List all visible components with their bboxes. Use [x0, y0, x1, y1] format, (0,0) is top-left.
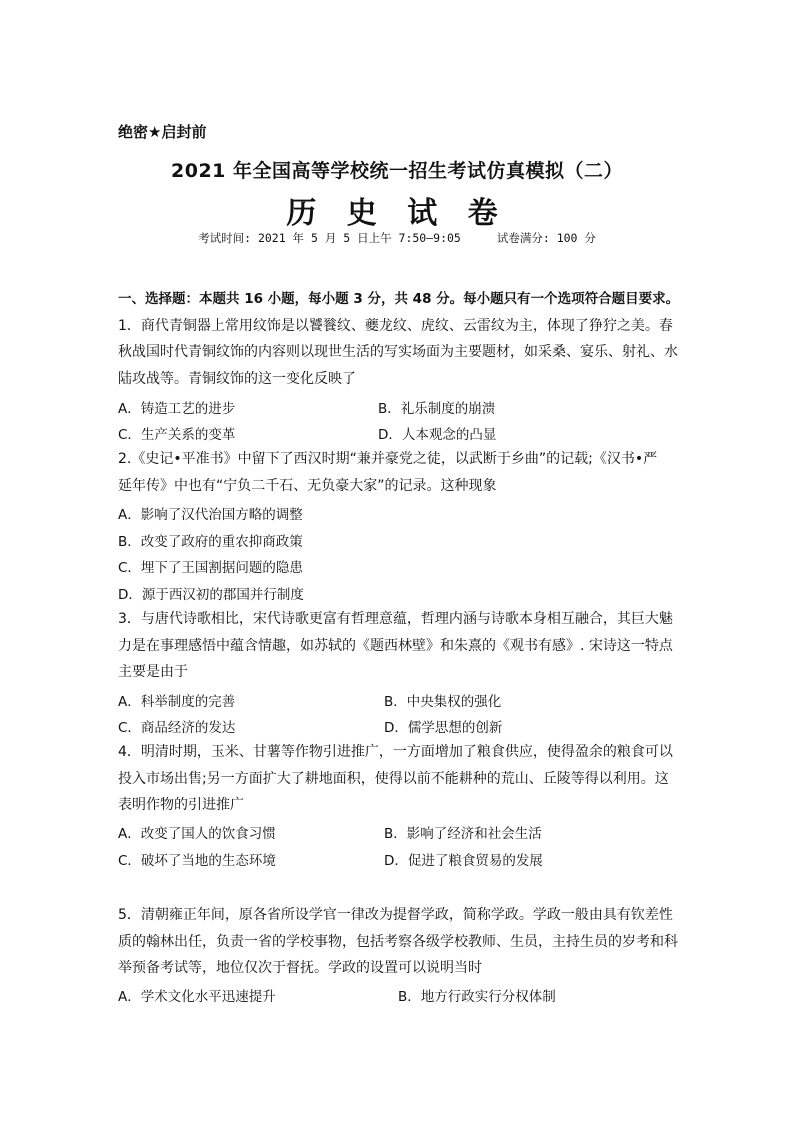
question-3-option-c: C．商品经济的发达 [118, 720, 236, 736]
question-3-option-d: D．儒学思想的创新 [384, 720, 503, 736]
question-2-option-a: A．影响了汉代治国方略的调整 [118, 507, 303, 523]
question-4-option-b: B．影响了经济和社会生活 [384, 826, 542, 842]
question-4-line-2: 投入市场出售;另一方面扩大了耕地面积，使得以前不能耕种的荒山、丘陵等得以利用。这 [118, 771, 669, 787]
question-5-option-b: B．地方行政实行分权体制 [398, 989, 556, 1005]
exam-title: 2021 年全国高等学校统一招生考试仿真模拟（二） [171, 160, 623, 182]
question-3-line-3: 主要是由于 [118, 664, 188, 680]
secret-mark: 绝密★启封前 [118, 123, 207, 141]
question-3-line-1: 3．与唐代诗歌相比，宋代诗歌更富有哲理意蕴，哲理内涵与诗歌本身相互融合，其巨大魅 [118, 611, 673, 627]
question-1-line-3: 陆攻战等。青铜纹饰的这一变化反映了 [118, 371, 356, 387]
question-3-option-b: B．中央集权的强化 [384, 694, 502, 710]
question-1-line-2: 秋战国时代青铜纹饰的内容则以现世生活的写实场面为主要题材，如采桑、宴乐、射礼、水 [118, 344, 678, 360]
exam-time: 考试时间: 2021 年 5 月 5 日上午 7:50—9:05 [198, 231, 461, 245]
question-2-line-1: 2.《史记•平准书》中留下了西汉时期“兼并豪党之徒，以武断于乡曲”的记载;《汉书•严 [118, 451, 658, 467]
question-1-option-b: B．礼乐制度的崩溃 [378, 401, 496, 417]
question-4-line-1: 4．明清时期，玉米、甘薯等作物引进推广，一方面增加了粮食供应，使得盈余的粮食可以 [118, 744, 673, 760]
subject-title: 历 史 试 卷 [286, 196, 508, 231]
section-heading: 一、选择题：本题共 16 小题，每小题 3 分，共 48 分。每小题只有一个选项符合题目要求。 [118, 291, 680, 307]
question-2-option-c: C．埋下了王国割据问题的隐患 [118, 560, 303, 576]
question-1-option-d: D．人本观念的凸显 [378, 427, 497, 443]
question-4-option-a: A．改变了国人的饮食习惯 [118, 826, 276, 842]
question-3-line-2: 力是在事理感悟中蕴含情趣，如苏轼的《题西林壁》和朱熹的《观书有感》. 宋诗这一特点 [118, 638, 673, 654]
question-4-option-c: C．破坏了当地的生态环境 [118, 853, 276, 869]
question-1-line-1: 1．商代青铜器上常用纹饰是以饕餮纹、夔龙纹、虎纹、云雷纹为主，体现了狰狞之美。春 [118, 318, 673, 334]
question-1-option-a: A．铸造工艺的进步 [118, 401, 236, 417]
question-2-line-2: 延年传》中也有“宁负二千石、无负豪大家”的记录。这种现象 [118, 478, 497, 494]
question-5-line-3: 举预备考试等，地位仅次于督抚。学政的设置可以说明当时 [118, 960, 482, 976]
question-5-line-2: 质的翰林出任，负责一省的学校事物，包括考察各级学校教师、生员，主持生员的岁考和科 [118, 934, 678, 950]
full-score: 试卷满分: 100 分 [496, 231, 596, 245]
question-2-option-d: D．源于西汉初的郡国并行制度 [118, 587, 304, 603]
question-4-option-d: D．促进了粮食贸易的发展 [384, 853, 543, 869]
question-2-option-b: B．改变了政府的重农抑商政策 [118, 534, 303, 550]
question-5-line-1: 5．清朝雍正年间，原各省所设学官一律改为提督学政，简称学政。学政一般由具有钦差性 [118, 907, 673, 923]
question-3-option-a: A．科举制度的完善 [118, 694, 236, 710]
exam-info [0, 230, 794, 246]
question-5-option-a: A．学术文化水平迅速提升 [118, 989, 276, 1005]
question-1-option-c: C．生产关系的变革 [118, 427, 236, 443]
question-4-line-3: 表明作物的引进推广 [118, 797, 244, 813]
